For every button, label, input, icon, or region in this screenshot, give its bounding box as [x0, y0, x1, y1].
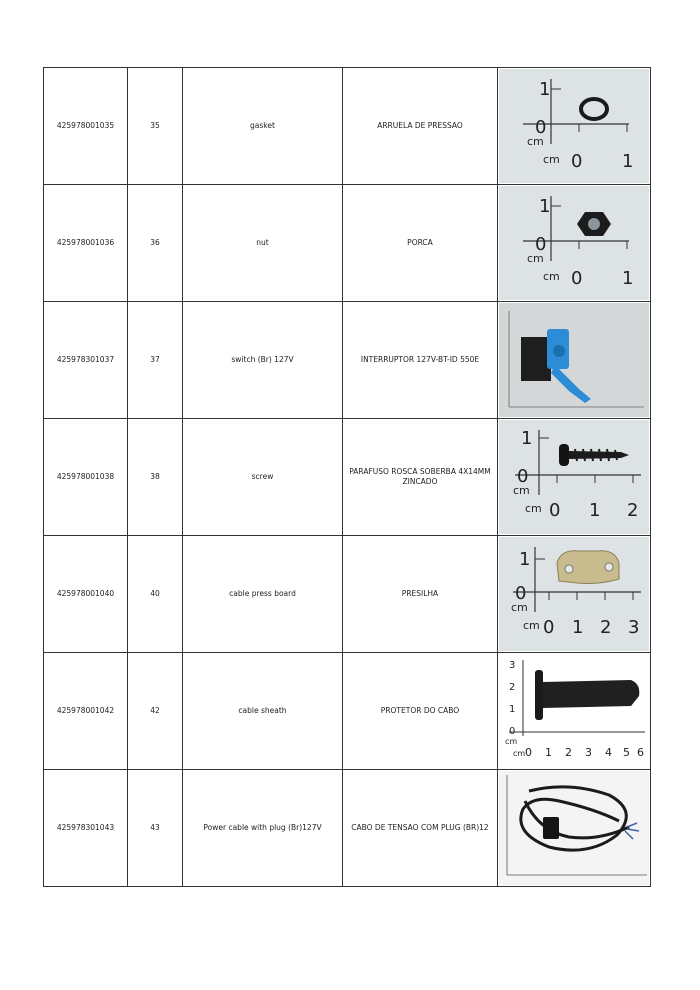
- cable-sheath-photo: [499, 654, 649, 768]
- part-photo-cell: [498, 770, 651, 887]
- english-description: screw: [183, 419, 343, 536]
- part-photo-cell: [498, 536, 651, 653]
- screw-photo: [499, 420, 649, 534]
- scale-label: 1: [572, 617, 584, 638]
- part-photo-cell: [498, 302, 651, 419]
- scale-label: 0: [571, 268, 583, 289]
- scale-label: 1: [521, 428, 533, 449]
- cable-clamp-photo: [499, 537, 649, 651]
- english-description: cable sheath: [183, 653, 343, 770]
- position-number: 38: [128, 419, 183, 536]
- english-description: Power cable with plug (Br)127V: [183, 770, 343, 887]
- scale-label: 2: [600, 617, 612, 638]
- part-number: 425978001038: [44, 419, 128, 536]
- scale-label: 1: [545, 746, 552, 759]
- position-number: 35: [128, 68, 183, 185]
- scale-label: 1: [622, 151, 634, 172]
- scale-label: 1: [539, 79, 551, 100]
- power-cable-photo: [499, 771, 649, 885]
- part-number: 425978301043: [44, 770, 128, 887]
- scale-label: 0: [535, 234, 547, 255]
- part-number: 425978001042: [44, 653, 128, 770]
- scale-label: 3: [509, 660, 516, 671]
- scale-label: 0: [549, 500, 561, 521]
- part-number: 425978001035: [44, 68, 128, 185]
- scale-label: cm: [525, 502, 542, 515]
- scale-label: 0: [525, 746, 532, 759]
- table-row: [44, 536, 651, 653]
- parts-table: [43, 67, 651, 887]
- english-description: switch (Br) 127V: [183, 302, 343, 419]
- portuguese-description: PORCA: [343, 185, 498, 302]
- scale-label: 1: [519, 549, 531, 570]
- scale-label: 4: [605, 746, 612, 759]
- scale-label: 6: [637, 746, 644, 759]
- english-description: cable press board: [183, 536, 343, 653]
- scale-label: 0: [515, 583, 527, 604]
- portuguese-description: INTERRUPTOR 127V-BT-ID 550E: [343, 302, 498, 419]
- part-photo-cell: [498, 653, 651, 770]
- portuguese-description: PRESILHA: [343, 536, 498, 653]
- scale-label: 0: [535, 117, 547, 138]
- portuguese-description: PROTETOR DO CABO: [343, 653, 498, 770]
- part-number: 425978301037: [44, 302, 128, 419]
- portuguese-description: CABO DE TENSAO COM PLUG (BR)12: [343, 770, 498, 887]
- part-photo-cell: [498, 419, 651, 536]
- hex-nut-photo: [499, 186, 649, 300]
- scale-label: 2: [565, 746, 572, 759]
- position-number: 36: [128, 185, 183, 302]
- scale-label: cm: [511, 601, 528, 614]
- part-photo-cell: [498, 185, 651, 302]
- table-row: [44, 302, 651, 419]
- table-row: [44, 653, 651, 770]
- scale-label: 1: [589, 500, 601, 521]
- part-photo-cell: [498, 68, 651, 185]
- position-number: 43: [128, 770, 183, 887]
- position-number: 42: [128, 653, 183, 770]
- scale-label: 0: [543, 617, 555, 638]
- scale-label: 1: [509, 704, 516, 715]
- scale-label: cm: [523, 619, 540, 632]
- scale-label: 0: [571, 151, 583, 172]
- part-number: 425978001040: [44, 536, 128, 653]
- pressure-washer-photo: [499, 69, 649, 183]
- english-description: gasket: [183, 68, 343, 185]
- part-number: 425978001036: [44, 185, 128, 302]
- position-number: 37: [128, 302, 183, 419]
- scale-label: 1: [622, 268, 634, 289]
- english-description: nut: [183, 185, 343, 302]
- table-row: [44, 185, 651, 302]
- scale-label: cm: [527, 252, 544, 265]
- portuguese-description: PARAFUSO ROSCA SOBERBA 4X14MM ZINCADO: [343, 419, 498, 536]
- scale-label: 3: [585, 746, 592, 759]
- table-row: [44, 68, 651, 185]
- scale-label: 0: [517, 466, 529, 487]
- trigger-switch-photo: [499, 303, 649, 417]
- table-row: [44, 419, 651, 536]
- scale-label: cm: [527, 135, 544, 148]
- table-row: [44, 770, 651, 887]
- scale-label: 0: [509, 726, 516, 737]
- scale-label: 2: [627, 500, 639, 521]
- scale-label: 2: [509, 682, 516, 693]
- scale-label: cm: [543, 153, 560, 166]
- scale-label: cm: [513, 749, 526, 758]
- position-number: 40: [128, 536, 183, 653]
- scale-label: cm: [505, 737, 518, 746]
- scale-label: 1: [539, 196, 551, 217]
- scale-label: 5: [623, 746, 630, 759]
- scale-label: 3: [628, 617, 640, 638]
- scale-label: cm: [513, 484, 530, 497]
- scale-label: cm: [543, 270, 560, 283]
- portuguese-description: ARRUELA DE PRESSAO: [343, 68, 498, 185]
